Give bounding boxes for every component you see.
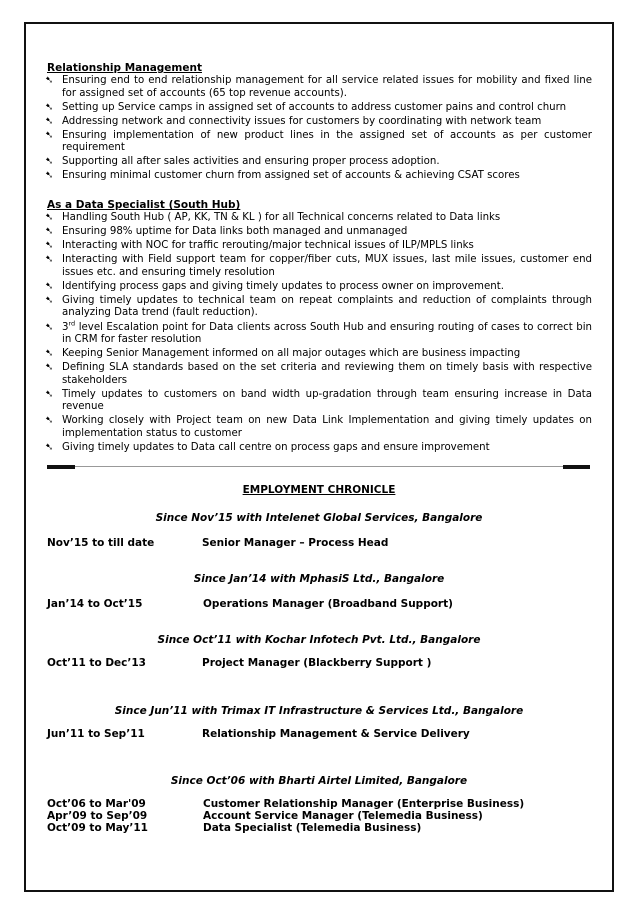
list-item: ➷ Defining SLA standards based on the set criteria and reviewing them on timely basis with respective stakeholders: [45, 362, 592, 386]
arrow-bullet-icon: ➷: [45, 240, 54, 252]
employment-period: Jun’11 to Sep’11: [47, 728, 145, 740]
employment-chronicle-heading: EMPLOYMENT CHRONICLE: [242, 484, 396, 496]
relationship-management-heading: Relationship Management: [47, 62, 202, 74]
list-item: ➷ Timely updates to customers on band width up-gradation through team ensuring increase in Data revenue: [45, 388, 592, 413]
arrow-bullet-icon: ➷: [45, 129, 54, 141]
arrow-bullet-icon: ➷: [45, 212, 54, 223]
company-heading: Since Oct’06 with Bharti Airtel Limited, Bangalore: [170, 775, 468, 787]
list-item: ➷ Giving timely updates to Data call centre on process gaps and ensure improvement: [45, 442, 490, 454]
divider-cap-right: [563, 465, 590, 469]
ordinal-suffix: rd: [68, 319, 76, 328]
employment-period: Oct’11 to Dec’13: [47, 657, 146, 669]
list-item: ➷ Keeping Senior Management informed on all major outages which are business impacting: [45, 348, 521, 360]
list-item: ➷ Working closely with Project team on new Data Link Implementation and giving timely updates on implementation status to customer: [45, 415, 592, 439]
arrow-bullet-icon: ➷: [45, 101, 54, 113]
data-specialist-heading: As a Data Specialist (South Hub): [47, 199, 241, 211]
arrow-bullet-icon: ➷: [45, 115, 54, 127]
list-item: ➷ Supporting all after sales activities and ensuring proper process adoption.: [45, 156, 440, 168]
job-title: Project Manager (Blackberry Support ): [202, 657, 432, 669]
company-heading: Since Jun’11 with Trimax IT Infrastructure & Services Ltd., Bangalore: [114, 705, 524, 717]
list-item: ➷ Addressing network and connectivity issues for customers by coordinating with network team: [45, 115, 542, 127]
arrow-bullet-icon: ➷: [45, 321, 54, 333]
data-specialist-list: [44, 212, 592, 456]
job-title: Data Specialist (Telemedia Business): [203, 822, 422, 834]
employment-period: Nov’15 to till date: [47, 537, 155, 549]
arrow-bullet-icon: ➷: [45, 362, 54, 374]
arrow-bullet-icon: ➷: [45, 415, 54, 427]
list-item: ➷ 3rd level Escalation point for Data clients across South Hub and ensuring routing of cases to correct bin in CRM for faster resolution: [45, 319, 592, 346]
divider-cap-left: [47, 465, 75, 469]
arrow-bullet-icon: ➷: [45, 294, 54, 306]
company-heading: Since Nov’15 with Intelenet Global Services, Bangalore: [155, 512, 483, 524]
arrow-bullet-icon: ➷: [45, 348, 54, 360]
list-item: ➷ Setting up Service camps in assigned set of accounts to address customer pains and control churn: [45, 101, 567, 113]
job-title: Account Service Manager (Telemedia Business): [203, 810, 483, 822]
company-heading: Since Jan’14 with MphasiS Ltd., Bangalore: [193, 573, 445, 585]
arrow-bullet-icon: ➷: [45, 388, 54, 400]
arrow-bullet-icon: ➷: [45, 170, 54, 182]
employment-period: Jan’14 to Oct’15: [47, 598, 143, 610]
arrow-bullet-icon: ➷: [45, 226, 54, 238]
section-divider: [47, 466, 590, 467]
relationship-management-list: [44, 75, 592, 185]
job-title: Senior Manager – Process Head: [202, 537, 389, 549]
list-item: ➷ Identifying process gaps and giving timely updates to process owner on improvement.: [45, 280, 504, 292]
employment-period: Oct’06 to Mar'09: [47, 798, 146, 810]
list-item: ➷ Ensuring 98% uptime for Data links both managed and unmanaged: [45, 226, 408, 238]
arrow-bullet-icon: ➷: [45, 280, 54, 292]
list-item: ➷ Ensuring implementation of new product lines in the assigned set of accounts as per customer requirement: [45, 129, 592, 154]
employment-period: Apr’09 to Sep’09: [47, 810, 148, 822]
ordinal-number: 3: [62, 321, 69, 333]
company-heading: Since Oct’11 with Kochar Infotech Pvt. Ltd., Bangalore: [157, 634, 481, 646]
arrow-bullet-icon: ➷: [45, 442, 54, 454]
arrow-bullet-icon: ➷: [45, 75, 54, 86]
list-item: ➷ Interacting with Field support team for copper/fiber cuts, MUX issues, last mile issues, customer end issues etc. and ensuring timely resolution: [45, 254, 592, 278]
list-item: ➷ Interacting with NOC for traffic rerouting/major technical issues of ILP/MPLS links: [45, 240, 474, 252]
job-title: Operations Manager (Broadband Support): [203, 598, 453, 610]
arrow-bullet-icon: ➷: [45, 254, 54, 266]
list-item: ➷ Ensuring end to end relationship management for all service related issues for mobility and fixed line for assigned set of accounts (65 top revenue accounts).: [45, 75, 592, 99]
list-item: ➷ Giving timely updates to technical team on repeat complaints and reduction of complaints through analyzing Data trend (fault reduction).: [45, 294, 592, 319]
job-title: Customer Relationship Manager (Enterprise Business): [203, 798, 525, 810]
arrow-bullet-icon: ➷: [45, 156, 54, 168]
employment-period: Oct’09 to May’11: [47, 822, 148, 834]
list-item: ➷ Handling South Hub ( AP, KK, TN & KL ) for all Technical concerns related to Data links: [45, 212, 501, 223]
list-item: ➷ Ensuring minimal customer churn from assigned set of accounts & achieving CSAT scores: [45, 170, 520, 182]
job-title: Relationship Management & Service Delivery: [202, 728, 470, 740]
